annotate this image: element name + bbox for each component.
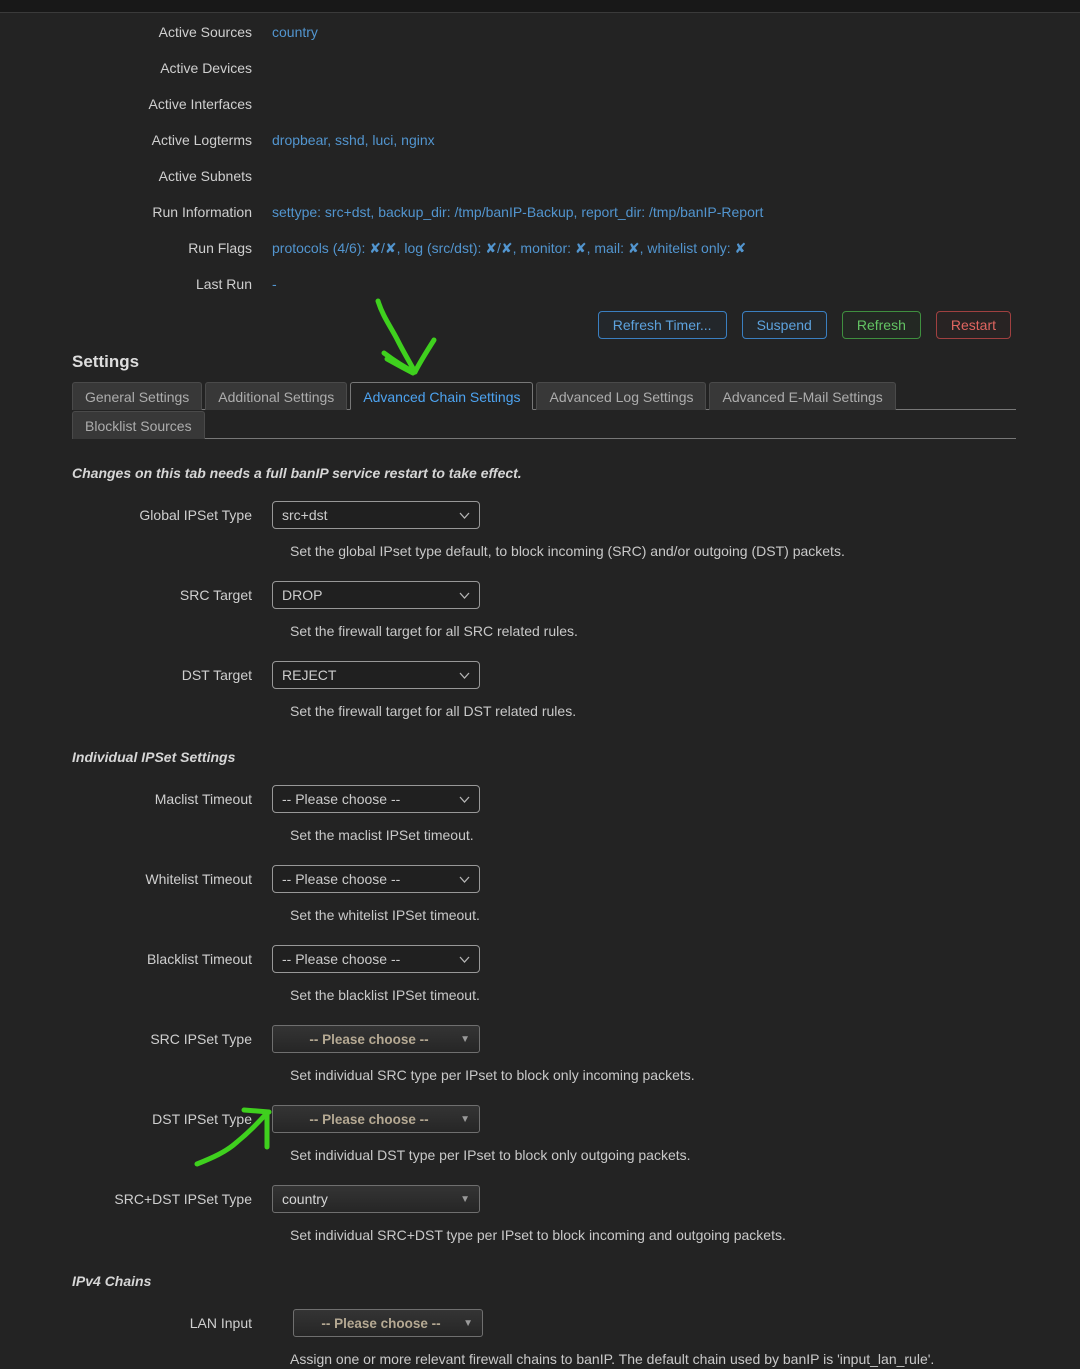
status-label: Run Flags — [188, 240, 252, 256]
status-value: country — [272, 24, 318, 40]
field-src-target — [72, 581, 1016, 641]
field-src-dst-ipset-type — [72, 1185, 1016, 1245]
field-src-ipset-type — [72, 1025, 1016, 1085]
tab-blocklist-sources[interactable]: Blocklist Sources — [72, 411, 205, 439]
field-label: LAN Input — [189, 1315, 252, 1331]
lan-input-dropdown[interactable] — [293, 1309, 483, 1337]
banip-status-page — [0, 14, 1080, 1369]
field-main — [72, 581, 1016, 609]
refresh-button[interactable]: Refresh — [842, 311, 921, 339]
status-row — [72, 158, 1016, 194]
field-label: DST IPSet Type — [152, 1111, 252, 1127]
settings-heading: Settings — [72, 352, 140, 371]
global-ipset-type-select[interactable] — [272, 501, 480, 529]
field-description: Set the maclist IPSet timeout. — [290, 827, 474, 843]
control-wrap — [272, 785, 480, 813]
tab-additional-settings[interactable]: Additional Settings — [205, 382, 347, 410]
tab-row-1 — [72, 381, 1016, 410]
field-main — [72, 1185, 1016, 1213]
field-main — [72, 945, 1016, 973]
status-label: Last Run — [195, 276, 252, 292]
field-main — [72, 1105, 1016, 1133]
field-label: DST Target — [181, 667, 252, 683]
tab-general-settings[interactable]: General Settings — [72, 382, 202, 410]
status-label: Run Information — [152, 204, 252, 220]
field-main — [72, 1309, 1016, 1337]
field-blacklist-timeout — [72, 945, 1016, 1005]
dst-ipset-type-dropdown[interactable] — [272, 1105, 480, 1133]
select-value: -- Please choose -- — [282, 791, 401, 807]
suspend-button[interactable]: Suspend — [742, 311, 827, 339]
status-value: - — [272, 276, 277, 292]
service-action-buttons — [72, 311, 1016, 339]
field-description: Set individual SRC type per IPset to block only incoming packets. — [290, 1067, 695, 1083]
status-row — [72, 50, 1016, 86]
triangle-down-icon: ▼ — [460, 1033, 470, 1045]
field-description: Set the whitelist IPSet timeout. — [290, 907, 480, 923]
status-row — [72, 122, 1016, 158]
chevron-down-icon — [459, 512, 470, 519]
dropdown-value: -- Please choose -- — [309, 1031, 429, 1047]
status-label: Active Devices — [160, 60, 252, 76]
select-value: REJECT — [282, 667, 337, 683]
control-wrap — [272, 661, 480, 689]
status-label: Active Interfaces — [148, 96, 252, 112]
src-ipset-type-dropdown[interactable] — [272, 1025, 480, 1053]
field-dst-target — [72, 661, 1016, 721]
chevron-down-icon — [459, 796, 470, 803]
blacklist-timeout-select[interactable] — [272, 945, 480, 973]
field-main — [72, 661, 1016, 689]
status-row — [72, 14, 1016, 50]
maclist-timeout-select[interactable] — [272, 785, 480, 813]
control-wrap — [272, 1025, 480, 1053]
status-label: Active Sources — [158, 24, 252, 40]
triangle-down-icon: ▼ — [460, 1113, 470, 1125]
field-main — [72, 785, 1016, 813]
status-row — [72, 230, 1016, 266]
field-description: Set individual DST type per IPset to block only outgoing packets. — [290, 1147, 691, 1163]
status-row — [72, 194, 1016, 230]
field-global-ipset-type — [72, 501, 1016, 561]
control-wrap — [272, 945, 480, 973]
field-main — [72, 501, 1016, 529]
field-dst-ipset-type — [72, 1105, 1016, 1165]
control-wrap — [272, 1105, 480, 1133]
select-value: DROP — [282, 587, 323, 603]
field-whitelist-timeout — [72, 865, 1016, 925]
dropdown-value: country — [282, 1191, 328, 1207]
settings-tabs — [72, 381, 1016, 439]
field-label: Whitelist Timeout — [145, 871, 252, 887]
field-description: Set the blacklist IPSet timeout. — [290, 987, 480, 1003]
field-maclist-timeout — [72, 785, 1016, 845]
dst-target-select[interactable] — [272, 661, 480, 689]
select-value: -- Please choose -- — [282, 871, 401, 887]
field-description: Set individual SRC+DST type per IPset to block incoming and outgoing packets. — [290, 1227, 786, 1243]
refresh-timer-button[interactable]: Refresh Timer... — [598, 311, 727, 339]
restart-required-note: Changes on this tab needs a full banIP service restart to take effect. — [72, 465, 522, 481]
field-main — [72, 1025, 1016, 1053]
triangle-down-icon: ▼ — [460, 1193, 470, 1205]
tab-advanced-e-mail-settings[interactable]: Advanced E-Mail Settings — [709, 382, 895, 410]
control-wrap — [272, 581, 480, 609]
select-value: src+dst — [282, 507, 328, 523]
section-ipv4-chains: IPv4 Chains — [72, 1273, 152, 1289]
select-value: -- Please choose -- — [282, 951, 401, 967]
field-label: SRC+DST IPSet Type — [114, 1191, 252, 1207]
field-label: Maclist Timeout — [154, 791, 252, 807]
field-description: Set the firewall target for all SRC related rules. — [290, 623, 578, 639]
chevron-down-icon — [459, 672, 470, 679]
whitelist-timeout-select[interactable] — [272, 865, 480, 893]
src-dst-ipset-type-dropdown[interactable] — [272, 1185, 480, 1213]
field-description: Assign one or more relevant firewall chains to banIP. The default chain used by banIP is 'input_lan_rule'. — [290, 1351, 935, 1367]
src-target-select[interactable] — [272, 581, 480, 609]
dropdown-value: -- Please choose -- — [309, 1111, 429, 1127]
chevron-down-icon — [459, 956, 470, 963]
triangle-down-icon: ▼ — [463, 1317, 473, 1329]
field-label: SRC Target — [179, 587, 252, 603]
field-lan-input — [72, 1309, 1016, 1369]
status-value: dropbear, sshd, luci, nginx — [272, 132, 435, 148]
advanced-chain-settings-form — [72, 501, 1016, 1369]
control-wrap — [272, 865, 480, 893]
field-description: Set the firewall target for all DST related rules. — [290, 703, 577, 719]
status-row — [72, 86, 1016, 122]
field-label: Blacklist Timeout — [146, 951, 252, 967]
section-individual-ipset-settings: Individual IPSet Settings — [72, 749, 236, 765]
tab-advanced-chain-settings[interactable]: Advanced Chain Settings — [350, 382, 533, 410]
control-wrap — [272, 1185, 480, 1213]
field-main — [72, 865, 1016, 893]
dropdown-value: -- Please choose -- — [321, 1315, 441, 1331]
status-label: Active Logterms — [151, 132, 252, 148]
tab-advanced-log-settings[interactable]: Advanced Log Settings — [536, 382, 706, 410]
window-top-edge — [0, 0, 1080, 13]
field-label: SRC IPSet Type — [150, 1031, 252, 1047]
status-label: Active Subnets — [158, 168, 252, 184]
restart-button[interactable]: Restart — [936, 311, 1011, 339]
status-row — [72, 266, 1016, 302]
status-value: settype: src+dst, backup_dir: /tmp/banIP-Backup, report_dir: /tmp/banIP-Report — [272, 204, 764, 220]
control-wrap — [272, 501, 480, 529]
status-table — [72, 14, 1016, 302]
tab-row-2 — [72, 410, 1016, 439]
chevron-down-icon — [459, 592, 470, 599]
field-label: Global IPSet Type — [139, 507, 252, 523]
field-description: Set the global IPset type default, to block incoming (SRC) and/or outgoing (DST) packets. — [290, 543, 845, 559]
control-wrap — [293, 1309, 483, 1337]
status-value: protocols (4/6): ✘/✘, log (src/dst): ✘/✘, monitor: ✘, mail: ✘, whitelist only: ✘ — [272, 239, 747, 256]
chevron-down-icon — [459, 876, 470, 883]
